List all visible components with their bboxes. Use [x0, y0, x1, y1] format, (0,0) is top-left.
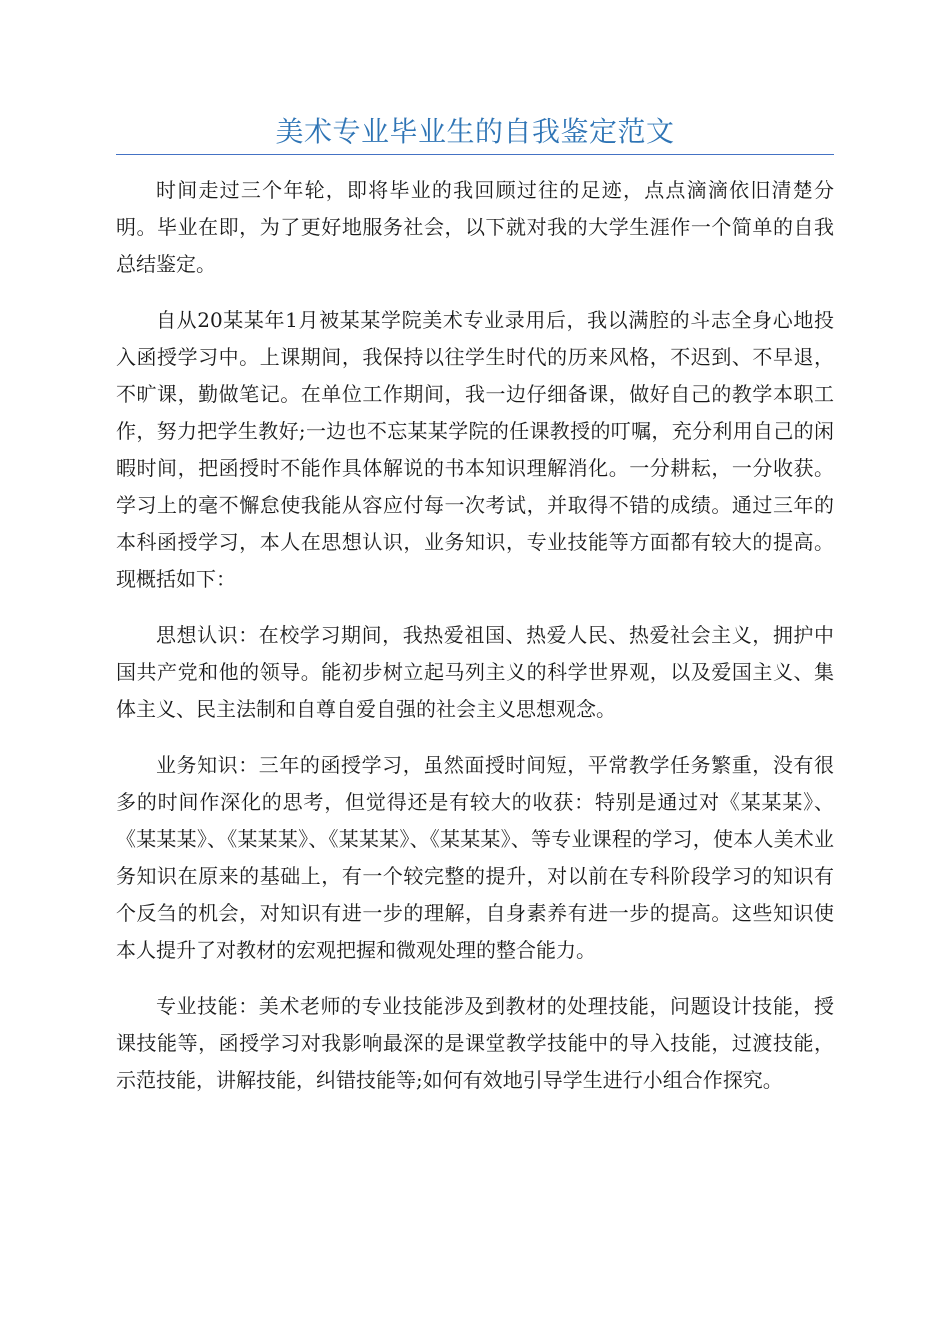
- paragraph-professional-skills: 专业技能：美术老师的专业技能涉及到教材的处理技能，问题设计技能，授课技能等，函授学习对我影响最深的是课堂教学技能中的导入技能，过渡技能，示范技能，讲解技能，纠错技能等;如何有效地引导学生进行小组合作探究。: [116, 994, 834, 1092]
- paragraph-study-experience: 自从20某某年1月被某某学院美术专业录用后，我以满腔的斗志全身心地投入函授学习中。上课期间，我保持以往学生时代的历来风格，不迟到、不早退，不旷课，勤做笔记。在单位工作期间，我一边仔细备课，做好自己的教学本职工作，努力把学生教好;一边也不忘某某学院的任课教授的叮嘱，充分利用自己的闲暇时间，把函授时不能作具体解说的书本知识理解消化。一分耕耘，一分收获。学习上的毫不懈怠使我能从容应付每一次考试，并取得不错的成绩。通过三年的本科函授学习，本人在思想认识，业务知识，专业技能等方面都有较大的提高。现概括如下：: [116, 308, 834, 591]
- title-underline: [116, 154, 834, 155]
- document-body: [116, 172, 834, 1118]
- paragraph-professional-knowledge: 业务知识：三年的函授学习，虽然面授时间短，平常教学任务繁重，没有很多的时间作深化的思考，但觉得还是有较大的收获：特别是通过对《某某某》、《某某某》、《某某某》、《某某某》、《某某某》、等专业课程的学习，使本人美术业务知识在原来的基础上，有一个较完整的提升，对以前在专科阶段学习的知识有个反刍的机会，对知识有进一步的理解，自身素养有进一步的提高。这些知识使本人提升了对教材的宏观把握和微观处理的整合能力。: [116, 753, 834, 962]
- paragraph-intro: 时间走过三个年轮，即将毕业的我回顾过往的足迹，点点滴滴依旧清楚分明。毕业在即，为了更好地服务社会，以下就对我的大学生涯作一个简单的自我总结鉴定。: [116, 178, 834, 276]
- paragraph-ideology: 思想认识：在校学习期间，我热爱祖国、热爱人民、热爱社会主义，拥护中国共产党和他的领导。能初步树立起马列主义的科学世界观，以及爱国主义、集体主义、民主法制和自尊自爱自强的社会主义思想观念。: [116, 623, 834, 721]
- document-title: 美术专业毕业生的自我鉴定范文: [275, 115, 675, 148]
